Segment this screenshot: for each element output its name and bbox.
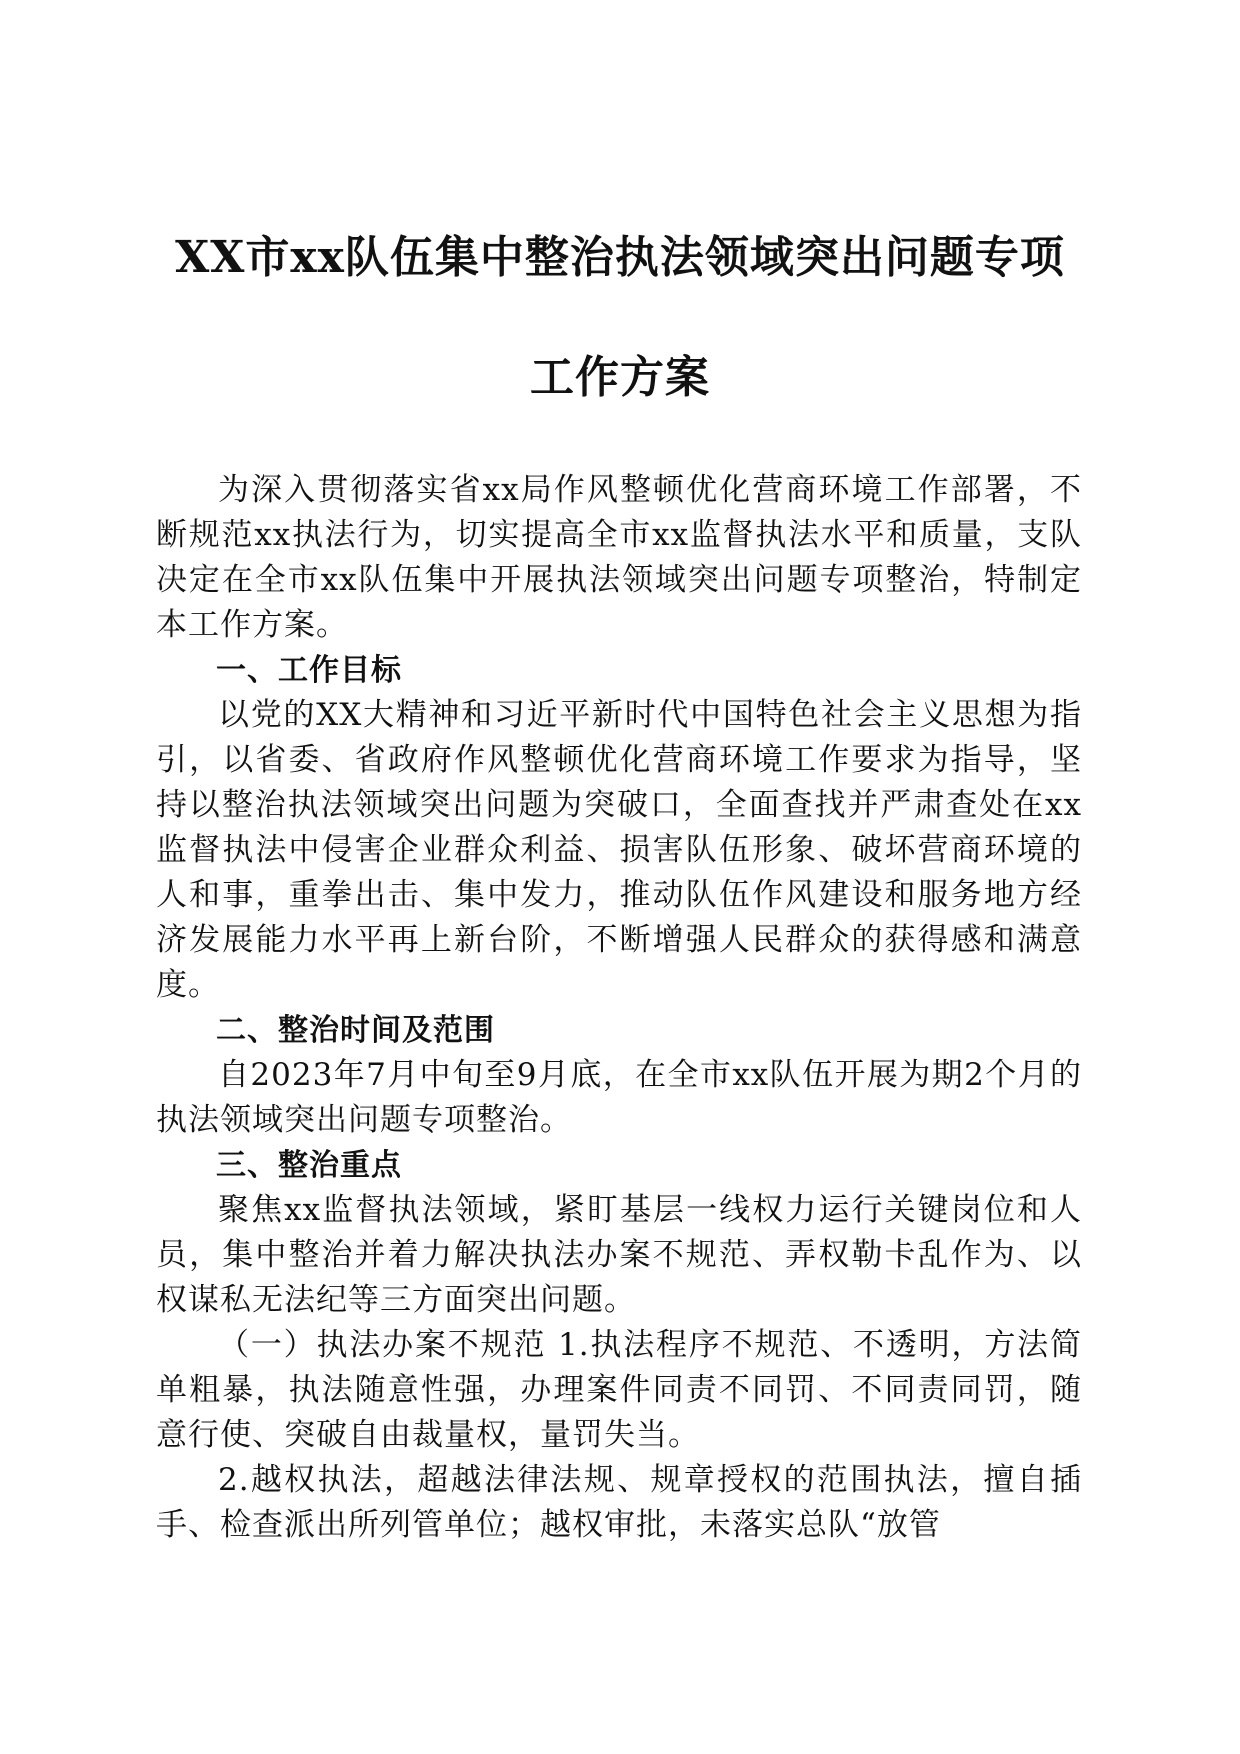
item-2-paragraph: 2.越权执法，超越法律法规、规章授权的范围执法，擅自插手、检查派出所列管单位；越权审批，未落实总队“放管 (156, 1462, 1082, 1543)
section-heading-focus: 三、整治重点 (216, 1148, 402, 1183)
section-focus-paragraph: 聚焦xx监督执法领域，紧盯基层一线权力运行关键岗位和人员，集中整治并着力解决执法办案不规范、弄权勒卡乱作为、以权谋私无法纪等三方面突出问题。 (156, 1192, 1082, 1318)
document-body (156, 468, 1082, 1548)
section-time-scope-paragraph: 自2023年7月中旬至9月底，在全市xx队伍开展为期2个月的执法领域突出问题专项整治。 (156, 1057, 1082, 1138)
section-goals-paragraph: 以党的XX大精神和习近平新时代中国特色社会主义思想为指引，以省委、省政府作风整顿优化营商环境工作要求为指导，坚持以整治执法领域突出问题为突破口，全面查找并严肃查处在xx监督执法中侵害企业群众利益、损害队伍形象、破坏营商环境的人和事，重拳出击、集中发力，推动队伍作风建设和服务地方经济发展能力水平再上新台阶，不断增强人民群众的获得感和满意度。 (156, 697, 1082, 1003)
document-title-line-2: 工作方案 (530, 352, 710, 403)
intro-paragraph: 为深入贯彻落实省xx局作风整顿优化营商环境工作部署，不断规范xx执法行为，切实提高全市xx监督执法水平和质量，支队决定在全市xx队伍集中开展执法领域突出问题专项整治，特制定本工作方案。 (156, 472, 1082, 643)
item-1-paragraph: （一）执法办案不规范 1.执法程序不规范、不透明，方法简单粗暴，执法随意性强，办理案件同责不同罚、不同责同罚，随意行使、突破自由裁量权，量罚失当。 (156, 1327, 1082, 1453)
section-heading-time-scope: 二、整治时间及范围 (216, 1013, 495, 1048)
section-heading-goals: 一、工作目标 (216, 653, 402, 688)
document-title-line-1: XX市xx队伍集中整治执法领域突出问题专项 (175, 232, 1065, 283)
